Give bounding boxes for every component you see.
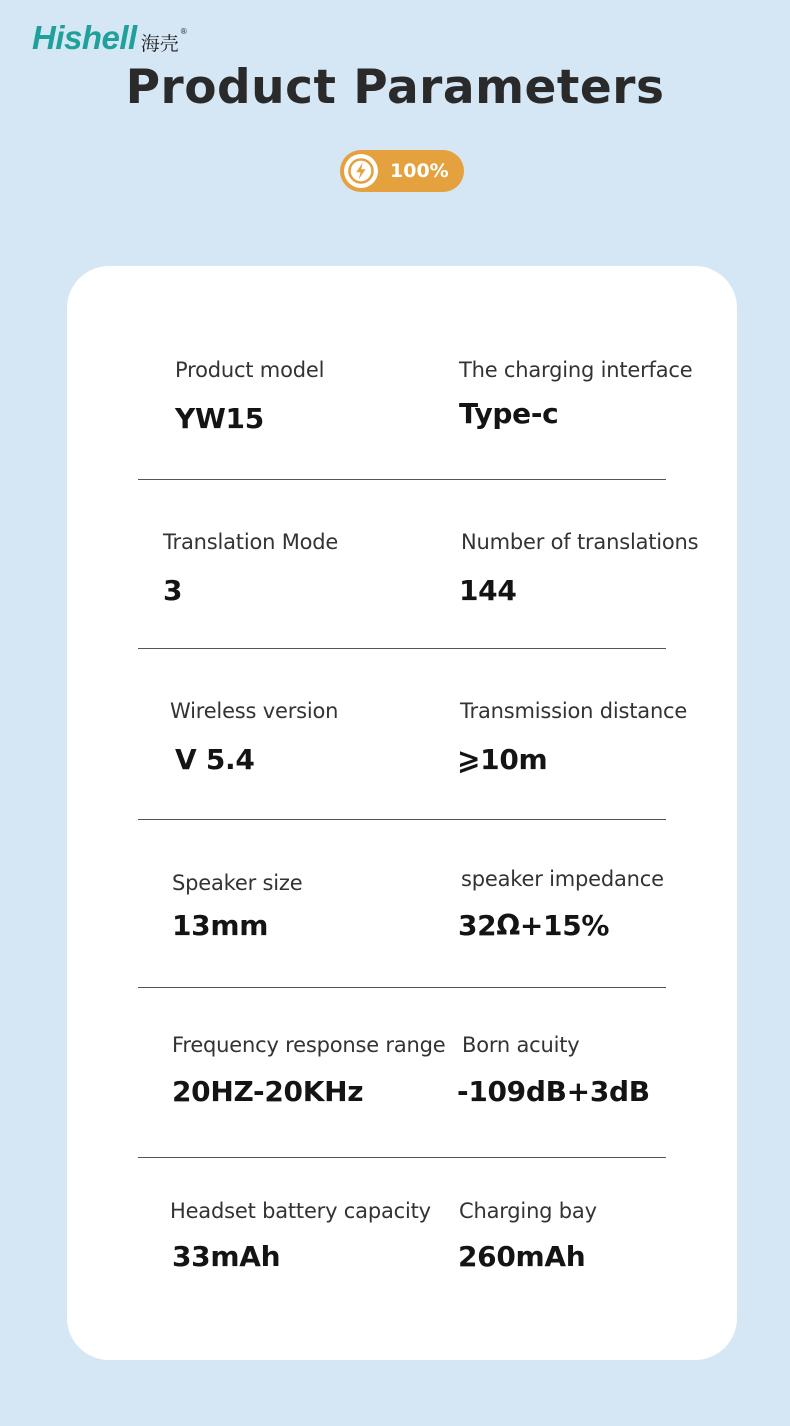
row-divider <box>138 479 666 480</box>
brand-logo <box>32 18 188 58</box>
param-label-speaker-impedance: speaker impedance <box>461 867 664 891</box>
param-value-product-model: YW15 <box>175 402 264 435</box>
param-value-charging-bay: 260mAh <box>458 1240 586 1273</box>
row-divider <box>138 1157 666 1158</box>
registered-mark: ® <box>179 27 188 36</box>
param-value-wireless-version: V 5.4 <box>175 743 255 776</box>
param-value-speaker-size: 13mm <box>172 909 269 942</box>
row-divider <box>138 648 666 649</box>
param-value-frequency-response: 20HZ-20KHz <box>172 1075 364 1108</box>
param-value-charging-interface: Type-c <box>459 397 559 430</box>
param-label-number-of-translations: Number of translations <box>461 530 699 554</box>
param-label-frequency-response: Frequency response range <box>172 1033 446 1057</box>
param-label-headset-battery: Headset battery capacity <box>170 1199 431 1223</box>
param-label-charging-interface: The charging interface <box>459 358 693 382</box>
param-label-speaker-size: Speaker size <box>172 871 303 895</box>
lightning-icon <box>344 154 378 188</box>
param-label-charging-bay: Charging bay <box>459 1199 597 1223</box>
brand-name-en: Hishell <box>32 19 137 56</box>
battery-percent: 100% <box>390 160 449 182</box>
battery-badge <box>340 150 464 192</box>
param-value-headset-battery: 33mAh <box>172 1240 281 1273</box>
param-value-translation-mode: 3 <box>163 574 183 607</box>
row-divider <box>138 987 666 988</box>
page-title: Product Parameters <box>125 60 665 115</box>
brand-name-cn: 海壳 <box>140 33 179 55</box>
parameters-card <box>67 266 737 1360</box>
param-label-wireless-version: Wireless version <box>170 699 339 723</box>
param-value-born-acuity: -109dB+3dB <box>457 1075 650 1108</box>
param-value-transmission-distance: ⩾10m <box>457 743 548 776</box>
row-divider <box>138 819 666 820</box>
param-label-transmission-distance: Transmission distance <box>460 699 688 723</box>
param-label-translation-mode: Translation Mode <box>163 530 339 554</box>
param-label-born-acuity: Born acuity <box>462 1033 580 1057</box>
param-label-product-model: Product model <box>175 358 325 382</box>
param-value-number-of-translations: 144 <box>459 574 517 607</box>
param-value-speaker-impedance: 32Ω+15% <box>458 909 610 942</box>
